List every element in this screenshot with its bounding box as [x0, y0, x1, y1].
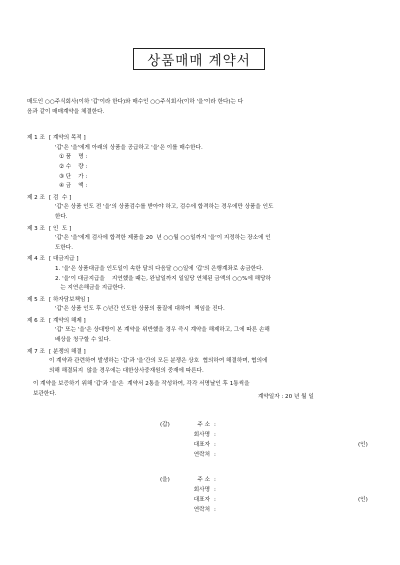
contact-label: 연락처	[193, 452, 210, 458]
document-title-text: 상품매매 계약서	[147, 53, 251, 69]
article-number: 제 7 조	[27, 348, 45, 355]
address-label: 주 소	[197, 477, 210, 483]
contract-date: 계약일자 : 20 년 월 일	[258, 394, 314, 400]
article-heading: [ 인 도 ]	[49, 225, 72, 232]
article-heading: [ 하자담보책임 ]	[49, 296, 90, 303]
article-5	[27, 296, 377, 315]
contract-body	[27, 98, 377, 400]
intro-paragraph: 매도인 ○○주식회사(이하 '갑'이라 한다)와 매수인 ○○주식회사(이하 '을'이라 한다)는 다 음과 같이 매매계약을 체결한다.	[27, 99, 244, 115]
article-text: '갑'은 상품 인도 후 ○년간 인도한 상품의 품질에 대하여 책임을 진다.	[55, 306, 225, 313]
item-unit-price: ③ 단 가 :	[59, 173, 88, 180]
article-text: '갑'은 상품 인도 전 '을'의 상품검수를 받아야 하고, 검수에 합격하는 경우에만 상품을 인도 한다.	[55, 204, 274, 220]
article-heading: [ 대금지급 ]	[49, 256, 79, 263]
article-6	[27, 317, 377, 346]
article-number: 제 6 조	[27, 317, 45, 324]
article-heading: [ 계약의 목적 ]	[49, 135, 86, 142]
article-2	[27, 194, 377, 223]
article-number: 제 2 조	[27, 194, 45, 201]
article-heading: [ 계약의 해제 ]	[49, 317, 86, 324]
representative-label: 대표자	[193, 442, 210, 448]
article-heading: [ 분쟁의 해결 ]	[49, 348, 86, 355]
article-heading: [ 검 수 ]	[49, 194, 72, 201]
article-text: '갑'은 '을'에게 아래의 상품을 공급하고 '을'은 이를 매수한다.	[55, 144, 203, 151]
article-number: 제 5 조	[27, 296, 45, 303]
article-text: '갑'은 '을'에게 검사에 합격한 제품을 20 년 ○○월 ○○일까지 '을'이 지정하는 장소에 인 도한다.	[55, 235, 271, 251]
document-title	[133, 48, 265, 70]
company-label: 회사명	[193, 487, 210, 493]
article-3	[27, 225, 377, 254]
party-role: (갑)	[160, 422, 170, 428]
article-number: 제 1 조	[27, 135, 45, 142]
seal-mark: (인)	[358, 497, 368, 503]
contact-label: 연락처	[193, 507, 210, 513]
article-text: '갑' 또는 '을'은 상대방이 본 계약을 위반했을 경우 즉시 계약을 해제하고, 그에 따른 손해 배상을 청구할 수 있다.	[55, 327, 270, 344]
article-1	[27, 134, 377, 192]
company-label: 회사명	[193, 432, 210, 438]
item-product-name: ① 품 명 :	[59, 154, 88, 161]
representative-label: 대표자	[193, 497, 210, 503]
party-role: (을)	[160, 477, 170, 483]
closing-paragraph: 이 계약을 보증하기 위해 '갑'과 '을'은 계약서 2통을 작성하여, 각각 서명날인 후 1통씩을 보관한다.	[33, 381, 250, 398]
item-quantity: ② 수 량 :	[59, 163, 88, 170]
article-number: 제 3 조	[27, 225, 45, 232]
article-text: 이 계약과 관련하여 발생하는 '갑'과 '을'간의 모든 분쟁은 상호 협의하여 해결하며, 협의에 의해 해결되지 않을 경우에는 대한상사중재원의 중재에 따른다.	[49, 358, 268, 374]
article-number: 제 4 조	[27, 256, 45, 263]
article-text: 1. '을'은 상품대금을 인도일이 속한 달의 다음달 ○○일에 '갑'의 은행계좌로 송금한다. 2. '을'이 대금지급을 지연했을 때는, 완납일까지 일일당 연체된 금액의 ○○%에 해당하 는 지연손해금을 지급한다.	[55, 265, 271, 292]
item-amount: ④ 금 액 :	[59, 183, 88, 190]
seal-mark: (인)	[358, 442, 368, 448]
address-label: 주 소	[197, 422, 210, 428]
article-7	[27, 348, 377, 377]
article-4	[27, 255, 377, 293]
